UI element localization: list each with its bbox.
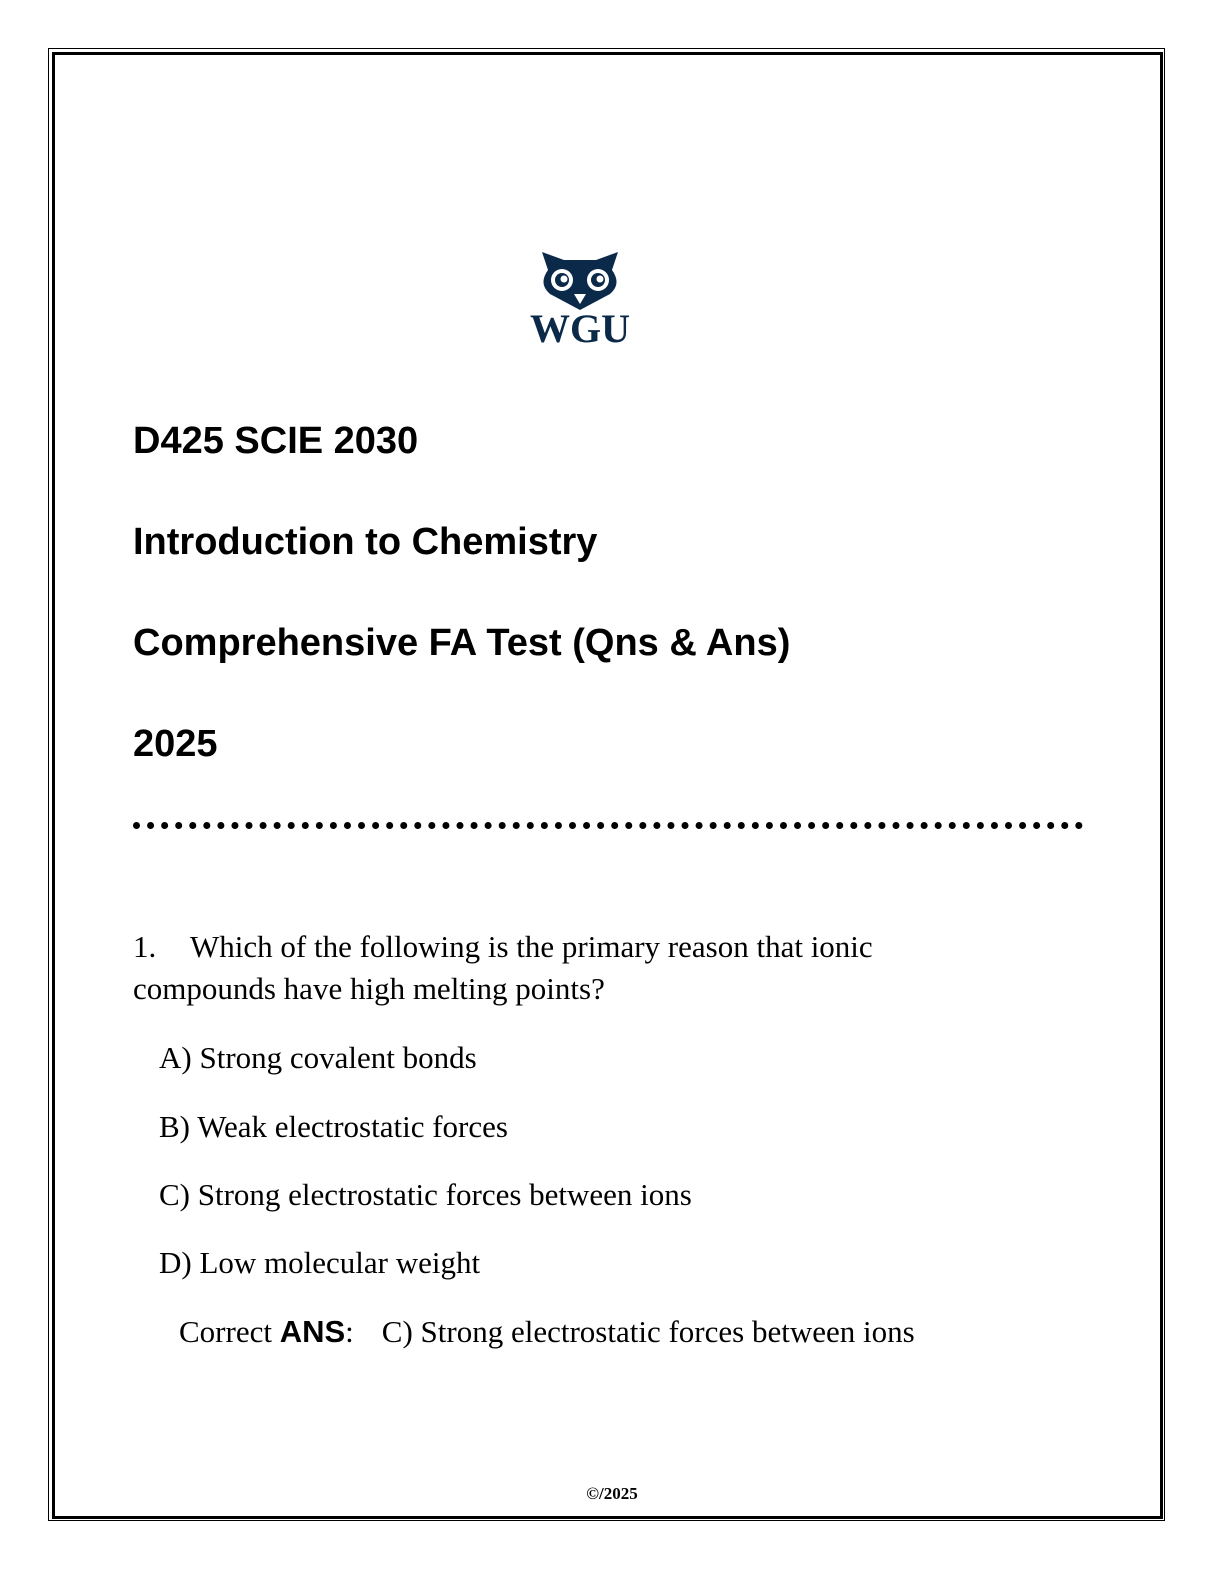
option-d: D) Low molecular weight <box>159 1245 481 1280</box>
svg-text:WGU: WGU <box>530 306 630 345</box>
option-b: B) Weak electrostatic forces <box>159 1109 508 1144</box>
correct-answer <box>179 1311 915 1352</box>
course-name: Introduction to Chemistry <box>133 521 598 563</box>
question-number: 1. <box>133 929 157 964</box>
question-text-line1: Which of the following is the primary reason that ionic <box>190 929 873 964</box>
wgu-owl-logo <box>524 250 636 345</box>
option-c: C) Strong electrostatic forces between ions <box>159 1177 692 1212</box>
test-name: Comprehensive FA Test (Qns & Ans) <box>133 622 791 664</box>
answer-label: ANS <box>279 1314 346 1349</box>
footer-copyright: ©/2025 <box>586 1484 638 1503</box>
answer-value: C) Strong electrostatic forces between ions <box>381 1314 915 1349</box>
course-code: D425 SCIE 2030 <box>133 420 419 462</box>
answer-prefix: Correct <box>179 1314 280 1349</box>
dotted-divider <box>133 822 1083 829</box>
question-text-line2: compounds have high melting points? <box>133 971 605 1006</box>
option-a: A) Strong covalent bonds <box>159 1040 477 1075</box>
answer-colon: : <box>345 1314 354 1349</box>
year: 2025 <box>133 723 218 765</box>
